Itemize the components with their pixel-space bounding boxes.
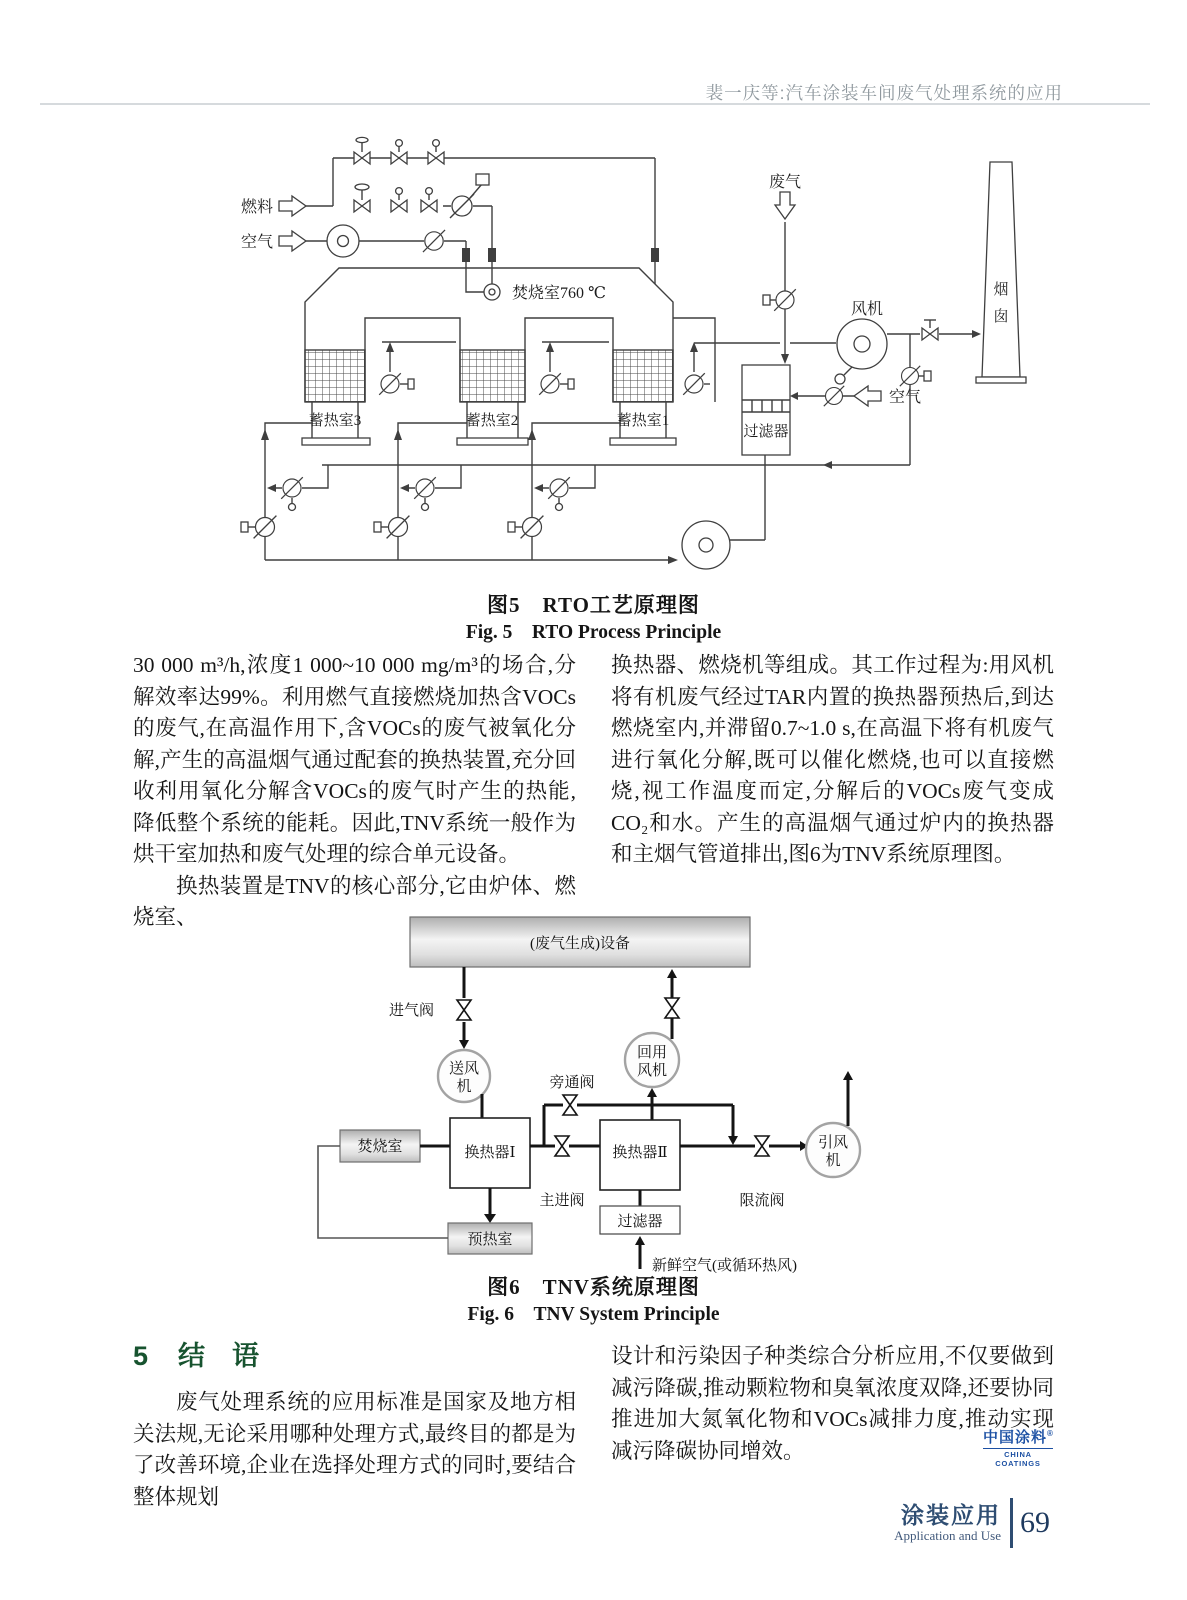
branch-valve: [400, 465, 461, 511]
air-blower-icon: [327, 225, 359, 257]
burner-nozzle-icon: [488, 248, 496, 262]
valve-icon: [354, 184, 437, 212]
heat-media-block: [305, 350, 365, 402]
footer-column-name: [894, 1502, 1001, 1544]
rto-diagram: [140, 128, 1060, 578]
label-intake-valve: 进气阀: [388, 1003, 434, 1019]
air-inlet-arrow-icon: [279, 231, 306, 251]
label-restrictor-valve: 限流阀: [739, 1193, 785, 1209]
regenerator-tower-3: [302, 402, 370, 445]
logo-en: CHINA COATINGS: [995, 1450, 1041, 1468]
footer-divider: [1010, 1498, 1013, 1548]
paragraph: 废气处理系统的应用标准是国家及地方相关法规,无论采用哪种处理方式,最终目的都是为了改善环境,企业在选择处理方式的同时,要结合整体规划: [133, 1390, 576, 1509]
label-preheater: 预热室: [467, 1232, 513, 1248]
section-heading: [133, 1334, 576, 1373]
figure5-rto-diagram: [140, 128, 1060, 583]
label-filter: 过滤器: [617, 1214, 663, 1230]
recycle-valve-icon: [665, 998, 679, 1018]
paragraph: 换热器、燃烧机等组成。其工作过程为:用风机将有机废气经过TAR内置的换热器预热后,到达燃烧室内,并滞留0.7~1.0 s,在高温下将有机废气进行氧化分解,既可以催化燃烧,也可以直接燃烧,视工作温度而定,分解后的VOCs废气变成CO₂和水。产生的高温烟气通过炉内的换热器和主烟气管道排出,图6为TNV系统原理图。: [611, 653, 1054, 866]
section-number: 5: [133, 1341, 149, 1371]
page-footer: [860, 1498, 1050, 1548]
paragraph: 30 000 m³/h,浓度1 000~10 000 mg/m³的场合,分解效率达99%。利用燃气直接燃烧加热含VOCs的废气,在高温作用下,含VOCs的废气被氧化分解,产生的高温烟气通过配套的换热装置,充分回收利用氧化分解含VOCs的废气时产生的热能,降低整个系统的能耗。因此,TNV系统一般作为烘干室加热和废气处理的综合单元设备。: [133, 653, 576, 866]
tnv-diagram: [300, 888, 900, 1273]
control-valve-icon: [763, 289, 796, 311]
figure5-caption-zh: 图5 RTO工艺原理图: [487, 593, 700, 617]
chimney: [976, 162, 1026, 383]
main-fan-icon: [837, 319, 887, 369]
paragraph: 设计和污染因子种类综合分析应用,不仅要做到减污降碳,推动颗粒物和臭氧浓度双降,还要协同推进加大氮氧化物和VOCs减排力度,推动实现减污降碳协同增效。: [611, 1344, 1054, 1463]
figure6-caption-zh: 图6 TNV系统原理图: [487, 1275, 700, 1299]
label-filter: 过滤器: [743, 424, 789, 440]
heat-media-block: [613, 350, 673, 402]
label-hx1: 换热器Ⅰ: [464, 1145, 516, 1161]
label-supply-fan-2: 机: [456, 1079, 472, 1095]
port-valve: [241, 516, 543, 539]
label-main-valve: 主进阀: [539, 1193, 585, 1209]
label-air-in: 空气: [240, 234, 273, 251]
label-regen1: 蓄热室1: [616, 413, 670, 429]
label-fuel: 燃料: [240, 199, 273, 216]
label-hx2: 换热器Ⅱ: [612, 1145, 668, 1161]
regenerator-tower-2: [457, 402, 528, 445]
main-valve-icon: [555, 1136, 569, 1156]
control-valve-icon: [450, 174, 489, 218]
label-regen2: 蓄热室2: [465, 413, 519, 429]
exhaust-train: [694, 162, 1026, 465]
chamber-channel: [365, 318, 460, 402]
footer-column-en: Application and Use: [894, 1528, 1001, 1543]
figure5-caption: [140, 592, 1047, 646]
figure6-caption: [140, 1274, 1047, 1328]
filter-box: [742, 365, 790, 455]
paragraph: 换热装置是TNV的核心部分,它由炉体、燃烧室、: [133, 873, 576, 929]
control-valve-icon: [900, 366, 931, 386]
label-chimney-1: 烟: [993, 282, 1009, 298]
china-coatings-logo: [983, 1426, 1053, 1468]
header-rule: [40, 103, 1150, 105]
label-burner-temp: 焚烧室760 ℃: [512, 285, 606, 302]
label-supply-fan-1: 送风: [448, 1061, 480, 1077]
label-equipment: (废气生成)设备: [530, 936, 630, 952]
fuel-inlet-arrow-icon: [279, 196, 306, 216]
figure6-tnv-diagram: [300, 888, 900, 1278]
chamber-channel: [673, 318, 715, 402]
burner-piping: [306, 137, 659, 292]
label-regen3: 蓄热室3: [308, 413, 362, 429]
logo-registered-mark: ®: [1047, 1429, 1054, 1438]
label-recycle-fan-1: 回用: [636, 1045, 668, 1061]
label-id-fan-1: 引风: [817, 1135, 849, 1151]
valve-icon: [354, 137, 444, 164]
waste-gas-arrow-icon: [775, 192, 795, 219]
section-title: 结 语: [178, 1341, 260, 1371]
figure6-caption-en: Fig. 6 TNV System Principle: [467, 1304, 720, 1325]
burner-nozzle-icon: [651, 248, 659, 262]
figure5-caption-en: Fig. 5 RTO Process Principle: [465, 622, 722, 643]
intake-valve-icon: [457, 1000, 471, 1020]
running-header: 裴一庆等:汽车涂装车间废气处理系统的应用: [705, 83, 1063, 103]
branch-valve: [267, 465, 328, 511]
heat-media-block: [460, 350, 525, 402]
label-recycle-fan-2: 风机: [636, 1063, 668, 1079]
logo-zh: 中国涂料®: [983, 1426, 1053, 1449]
label-fresh-air: 新鲜空气(或循环热风): [652, 1258, 797, 1273]
bypass-valve-icon: [563, 1095, 577, 1115]
page-number: 69: [1020, 1506, 1050, 1539]
conclusion-left-column: [133, 1334, 576, 1513]
label-fan: 风机: [850, 301, 884, 318]
makeup-air: [790, 366, 921, 406]
control-valve-icon: [423, 230, 445, 252]
label-id-fan-2: 机: [825, 1153, 841, 1169]
label-air-makeup: 空气: [889, 389, 922, 406]
chamber-channel: [525, 318, 613, 402]
valve-icon: [922, 320, 938, 340]
recirculation-fan-icon: [682, 455, 765, 569]
burner-nozzle-icon: [462, 248, 470, 262]
footer-column-zh: 涂装应用: [901, 1502, 1001, 1528]
label-chimney-2: 囱: [993, 309, 1009, 325]
restrictor-valve-icon: [755, 1136, 769, 1156]
label-bypass-valve: 旁通阀: [549, 1075, 595, 1091]
combustion-chamber: [302, 268, 715, 445]
label-waste-gas: 废气: [768, 174, 802, 191]
label-combustor: 焚烧室: [357, 1139, 403, 1155]
branch-valve: [534, 465, 595, 511]
